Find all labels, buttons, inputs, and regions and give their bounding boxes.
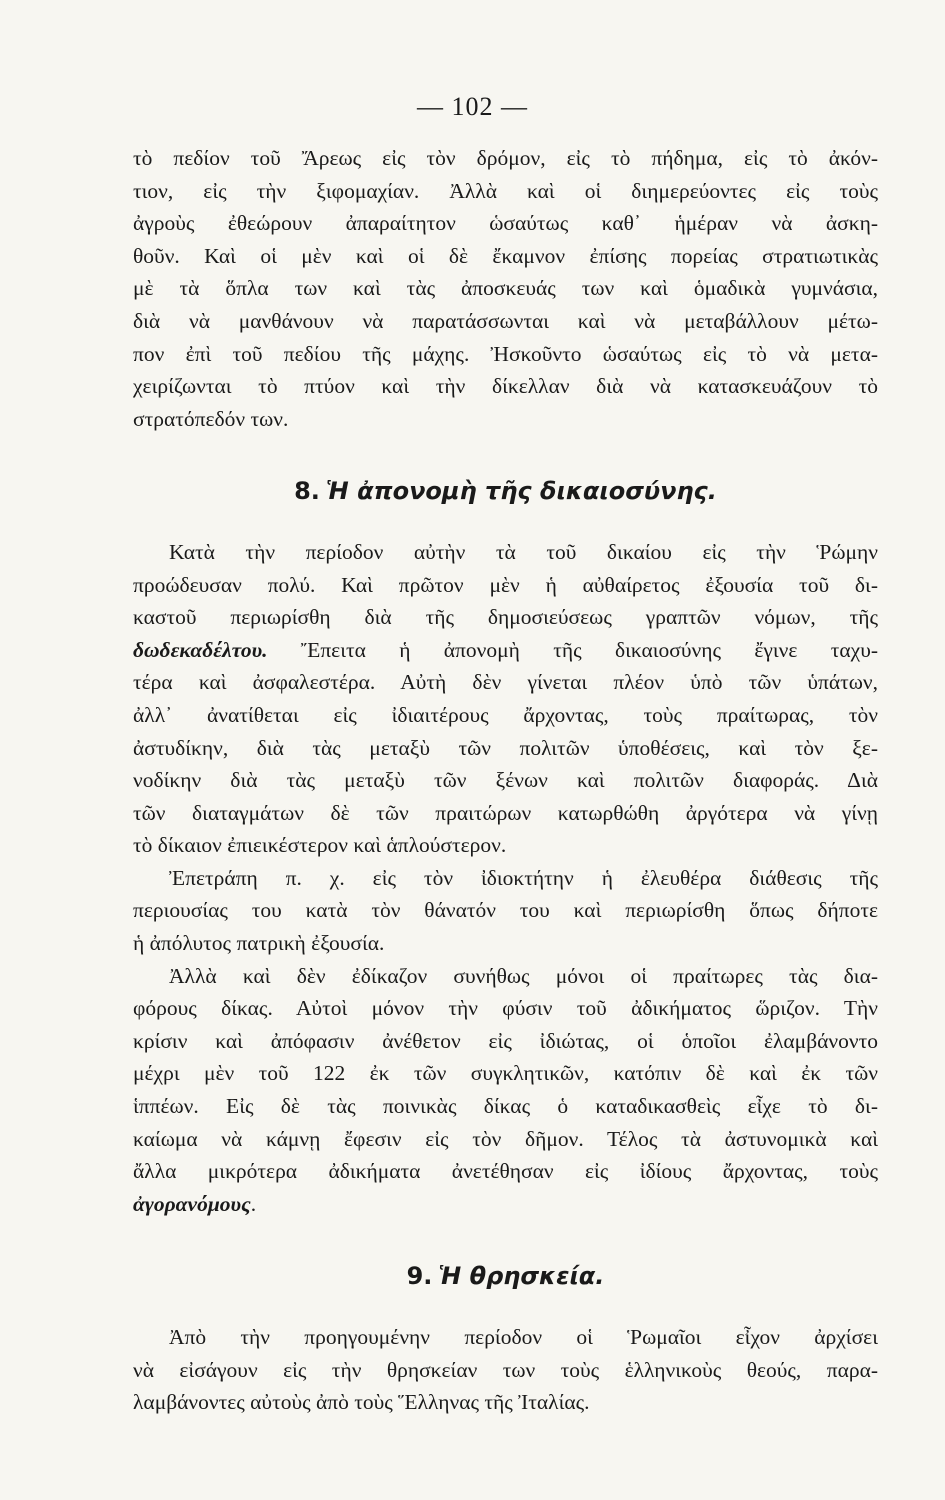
text-line: μέχρι μὲν τοῦ 122 ἐκ τῶν συγκλητικῶν, κατόπιν δὲ καὶ ἐκ τῶν <box>133 1061 878 1086</box>
text-line: Ἐπετράπη π. χ. εἰς τὸν ἰδιοκτήτην ἡ ἐλευθέρα διάθεσις τῆς <box>169 865 878 890</box>
text-line: προώδευσαν πολύ. Καὶ πρῶτον μὲν ἡ αὐθαίρετος ἐξουσία τοῦ δι- <box>133 572 878 597</box>
text-line: ἡ ἀπόλυτος πατρικὴ ἐξουσία. <box>133 931 385 956</box>
paragraph-1 <box>133 142 878 435</box>
text-line: νοδίκην διὰ τὰς μεταξὺ τῶν ξένων καὶ πολιτῶν διαφοράς. Διὰ <box>133 768 878 793</box>
section-heading-8 <box>133 475 878 508</box>
text-line: ἀστυδίκην, διὰ τὰς μεταξὺ τῶν πολιτῶν ὑποθέσεις, καὶ τὸν ξε- <box>133 735 878 760</box>
text-line: ἱππέων. Εἰς δὲ τὰς ποινικὰς δίκας ὁ καταδικασθεὶς εἶχε τὸ δι- <box>133 1094 878 1119</box>
text-line: μὲ τὰ ὅπλα των καὶ τὰς ἀποσκευάς των καὶ ὁμαδικὰ γυμνάσια, <box>133 276 878 301</box>
text-line: κρίσιν καὶ ἀπόφασιν ἀνέθετον εἰς ἰδιώτας, οἱ ὁποῖοι ἐλαμβάνοντο <box>133 1028 878 1053</box>
section-title: Ἡ θρησκεία. <box>438 1262 605 1291</box>
text-line: Ἀλλὰ καὶ δὲν ἐδίκαζον συνήθως μόνοι οἱ πραίτωρες τὰς δια- <box>169 963 878 988</box>
text-line: τέρα καὶ ἀσφαλεστέρα. Αὐτὴ δὲν γίνεται πλέον ὑπὸ τῶν ὑπάτων, <box>133 670 878 695</box>
text-line: ἄλλα μικρότερα ἀδικήματα ἀνετέθησαν εἰς ἰδίους ἄρχοντας, τοὺς <box>133 1159 878 1184</box>
text-block <box>133 142 878 1419</box>
text-line: καίωμα νὰ κάμνῃ ἔφεσιν εἰς τὸν δῆμον. Τέλος τὰ ἀστυνομικὰ καὶ <box>133 1126 878 1151</box>
section-heading-9 <box>133 1260 878 1293</box>
text-line: θοῦν. Καὶ οἱ μὲν καὶ οἱ δὲ ἔκαμνον ἐπίσης πορείας στρατιωτικὰς <box>133 243 878 268</box>
text-run: Ἔπειτα ἡ ἀπονομὴ τῆς δικαιοσύνης ἔγινε ταχυ- <box>267 637 878 662</box>
section-number: 9. <box>406 1262 433 1291</box>
text-line: ἀγροὺς ἐθεώρουν ἀπαραίτητον ὡσαύτως καθ᾽ ἡμέραν νὰ ἀσκη- <box>133 211 878 236</box>
text-run: . <box>250 1191 257 1216</box>
text-line: περιουσίας του κατὰ τὸν θάνατόν του καὶ περιωρίσθη ὅπως δήποτε <box>133 898 878 923</box>
emphasized-term: ἀγορανόμους <box>133 1191 251 1216</box>
text-line: τὸ δίκαιον ἐπιεικέστερον καὶ ἁπλούστερον. <box>133 833 507 858</box>
section-number: 8. <box>294 477 320 506</box>
text-line: Ἀπὸ τὴν προηγουμένην περίοδον οἱ Ῥωμαῖοι εἶχον ἀρχίσει <box>169 1325 878 1349</box>
text-line: τῶν διαταγμάτων δὲ τῶν πραιτώρων κατωρθώθη ἀργότερα νὰ γίνῃ <box>133 800 878 825</box>
text-line: ἀλλ᾽ ἀνατίθεται εἰς ἰδιαιτέρους ἄρχοντας, τοὺς πραίτωρας, τὸν <box>133 702 878 727</box>
paragraph-5 <box>133 1321 878 1419</box>
text-line: τὸ πεδίον τοῦ Ἄρεως εἰς τὸν δρόμον, εἰς τὸ πήδημα, εἰς τὸ ἀκόν- <box>133 146 878 170</box>
text-line: διὰ νὰ μανθάνουν νὰ παρατάσσωνται καὶ νὰ μεταβάλλουν μέτω- <box>133 308 878 333</box>
text-line: στρατόπεδόν των. <box>133 406 289 431</box>
paragraph-3 <box>133 862 878 960</box>
paragraph-4 <box>133 960 878 1221</box>
paragraph-2 <box>133 536 878 862</box>
text-line: Κατὰ τὴν περίοδον αὐτὴν τὰ τοῦ δικαίου εἰς τὴν Ῥώμην <box>169 539 878 564</box>
text-line <box>133 634 878 667</box>
section-title: Ἡ ἀπονομὴ τῆς δικαιοσύνης. <box>325 477 717 506</box>
text-line: λαμβάνοντες αὐτοὺς ἀπὸ τοὺς Ἕλληνας τῆς Ἰταλίας. <box>133 1390 590 1415</box>
text-line: νὰ εἰσάγουν εἰς τὴν θρησκείαν των τοὺς ἑλληνικοὺς θεούς, παρα- <box>133 1357 878 1382</box>
text-line: φόρους δίκας. Αὐτοὶ μόνον τὴν φύσιν τοῦ ἀδικήματος ὥριζον. Τὴν <box>133 996 878 1021</box>
text-line: χειρίζωνται τὸ πτύον καὶ τὴν δίκελλαν διὰ νὰ κατασκευάζουν τὸ <box>133 374 878 399</box>
page-number: — 102 — <box>417 92 528 121</box>
text-line: πον ἐπὶ τοῦ πεδίου τῆς μάχης. Ἠσκοῦντο ὡσαύτως εἰς τὸ νὰ μετα- <box>133 341 878 366</box>
emphasized-term: δωδεκαδέλτου. <box>133 637 268 662</box>
text-line: τιον, εἰς τὴν ξιφομαχίαν. Ἀλλὰ καὶ οἱ διημερεύοντες εἰς τοὺς <box>133 178 878 203</box>
text-line <box>133 1188 878 1221</box>
text-line: καστοῦ περιωρίσθη διὰ τῆς δημοσιεύσεως γραπτῶν νόμων, τῆς <box>133 605 878 630</box>
